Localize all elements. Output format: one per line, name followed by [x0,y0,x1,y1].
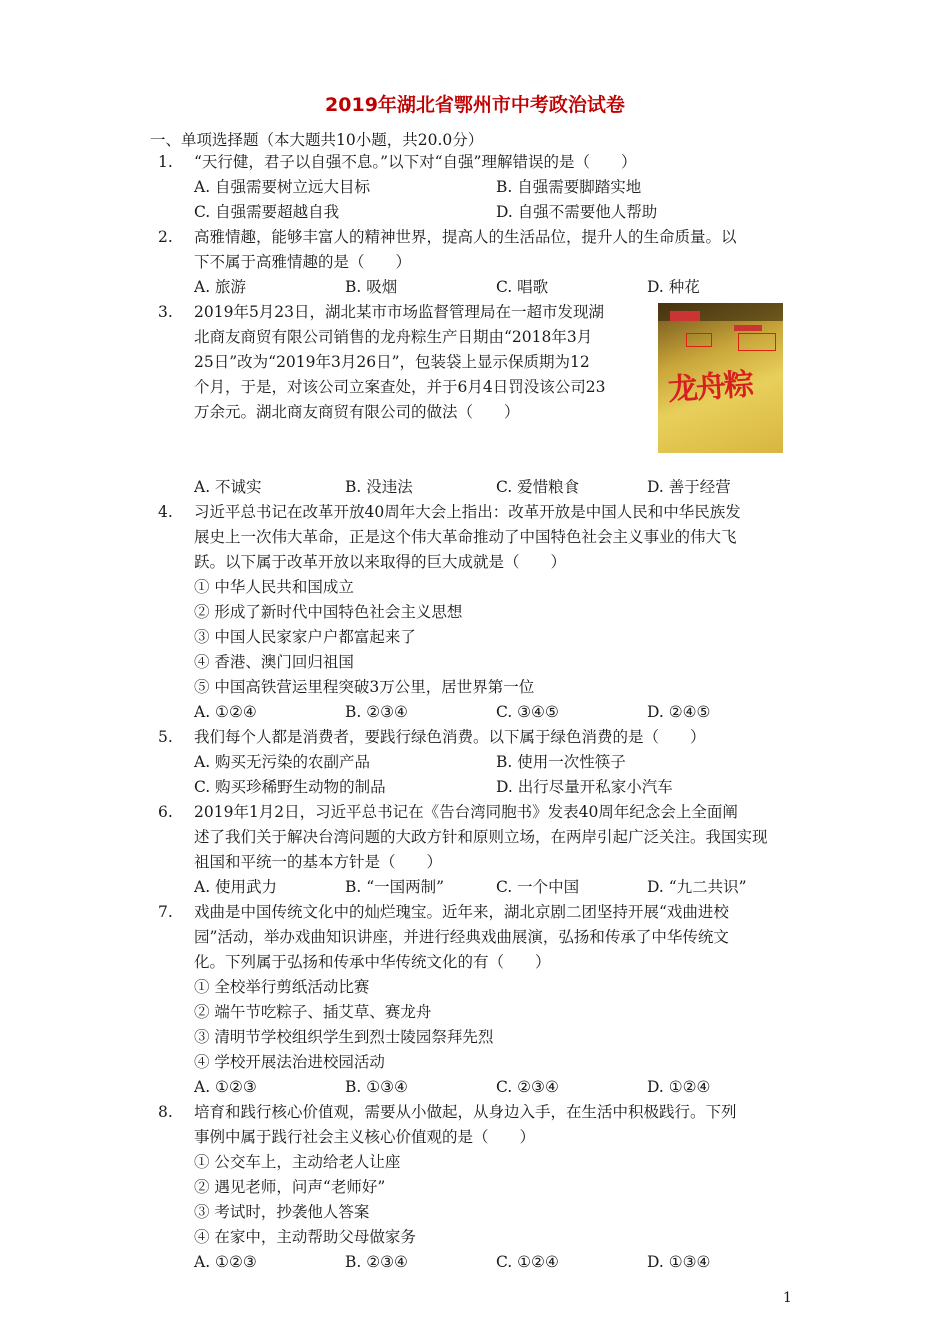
option-c: C. 购买珍稀野生动物的制品 [194,778,386,796]
option-b: B. 使用一次性筷子 [496,753,626,771]
option-d: D. “九二共识” [647,878,747,896]
question-list [158,150,798,1275]
option-b: B. 自强需要脚踏实地 [496,178,642,196]
option-c: C. ③④⑤ [496,703,559,721]
question-stem: 培育和践行核心价值观，需要从小做起，从身边入手，在生活中积极践行。下列 [194,1103,737,1121]
option-row [194,175,798,200]
option-d: D. ①③④ [647,1253,711,1271]
question-stem: 个月，于是，对该公司立案查处，并于6月4日罚没该公司23 [194,378,606,396]
option-b: B. ②③④ [345,703,408,721]
package-brand-text: 龙舟粽 [666,367,754,408]
option-a: A. ①②③ [194,1078,257,1096]
question-stem: 跃。以下属于改革开放以来取得的巨大成就是（ ） [194,553,567,571]
question-stem: 北商友商贸有限公司销售的龙舟粽生产日期由“2018年3月 [194,328,593,346]
statement-item: ③ 考试时，抄袭他人答案 [194,1203,370,1221]
option-b: B. 没违法 [345,478,413,496]
option-c: C. 唱歌 [496,278,549,296]
statement-item: ④ 香港、澳门回归祖国 [194,653,354,671]
question-stem: 习近平总书记在改革开放40周年大会上指出：改革开放是中国人民和中华民族发 [194,503,741,521]
question-stem: 2019年1月2日，习近平总书记在《告台湾同胞书》发表40周年纪念会上全面阐 [194,803,738,821]
statement-item: ② 端午节吃粽子、插艾草、赛龙舟 [194,1003,432,1021]
page-title: 2019年湖北省鄂州市中考政治试卷 [325,94,625,116]
statement-item: ① 全校举行剪纸活动比赛 [194,978,370,996]
option-a: A. ①②④ [194,703,257,721]
question-stem: “天行健，君子以自强不息。”以下对“自强”理解错误的是（ ） [194,153,637,171]
question-stem: 2019年5月23日，湖北某市市场监督管理局在一超市发现湖 [194,303,605,321]
option-c: C. ①②④ [496,1253,559,1271]
question-stem: 我们每个人都是消费者，要践行绿色消费。以下属于绿色消费的是（ ） [194,728,706,746]
option-row [194,775,798,800]
option-d: D. ①②④ [647,1078,711,1096]
question-number: 6. [158,803,173,821]
question-stem: 万余元。湖北商友商贸有限公司的做法（ ） [194,403,520,421]
question-number: 5. [158,728,173,746]
statement-item: ② 遇见老师，问声“老师好” [194,1178,386,1196]
option-c: C. 一个中国 [496,878,580,896]
option-b: B. 吸烟 [345,278,398,296]
page-number: 1 [783,1290,792,1306]
question-number: 3. [158,303,173,321]
statement-item: ① 中华人民共和国成立 [194,578,354,596]
option-a: A. 旅游 [194,278,247,296]
question-3 [158,300,798,500]
statement-item: ④ 学校开展法治进校园活动 [194,1053,385,1071]
option-row [194,200,798,225]
option-a: A. ①②③ [194,1253,257,1271]
question-8 [158,1100,798,1275]
option-a: A. 自强需要树立远大目标 [194,178,371,196]
option-row [194,275,798,300]
statement-item: ③ 清明节学校组织学生到烈士陵园祭拜先烈 [194,1028,494,1046]
question-stem: 化。下列属于弘扬和传承中华传统文化的有（ ） [194,953,551,971]
question-stem: 祖国和平统一的基本方针是（ ） [194,853,443,871]
zongzi-package-photo [658,303,783,453]
option-b: B. ①③④ [345,1078,408,1096]
question-number: 8. [158,1103,173,1121]
statement-item: ⑤ 中国高铁营运里程突破3万公里，居世界第一位 [194,678,535,696]
question-stem: 下不属于高雅情趣的是（ ） [194,253,412,271]
option-row [194,1075,798,1100]
option-d: D. ②④⑤ [647,703,711,721]
option-row [194,475,798,500]
question-number: 1. [158,153,173,171]
question-stem: 事例中属于践行社会主义核心价值观的是（ ） [194,1128,536,1146]
option-a: A. 购买无污染的农副产品 [194,753,371,771]
question-stem: 述了我们关于解决台湾问题的大政方针和原则立场，在两岸引起广泛关注。我国实现 [194,828,768,846]
question-stem: 高雅情趣，能够丰富人的精神世界，提高人的生活品位，提升人的生命质量。以 [194,228,737,246]
option-c: C. 爱惜粮食 [496,478,580,496]
question-number: 2. [158,228,173,246]
option-a: A. 不诚实 [194,478,262,496]
option-row [194,700,798,725]
question-stem: 园”活动，举办戏曲知识讲座，并进行经典戏曲展演，弘扬和传承了中华传统文 [194,928,729,946]
question-stem: 25日”改为“2019年3月26日”，包装袋上显示保质期为12 [194,353,590,371]
option-c: C. 自强需要超越自我 [194,203,340,221]
statement-item: ③ 中国人民家家户户都富起来了 [194,628,416,646]
question-number: 7. [158,903,173,921]
option-b: B. “一国两制” [345,878,445,896]
option-row [194,750,798,775]
statement-item: ④ 在家中，主动帮助父母做家务 [194,1228,416,1246]
section-header: 一、单项选择题（本大题共10小题，共20.0分） [150,131,484,149]
question-7 [158,900,798,1100]
highlight-box [686,333,712,347]
question-4 [158,500,798,725]
statement-item: ② 形成了新时代中国特色社会主义思想 [194,603,463,621]
question-2 [158,225,798,300]
question-number: 4. [158,503,173,521]
option-b: B. ②③④ [345,1253,408,1271]
option-d: D. 出行尽量开私家小汽车 [496,778,673,796]
question-5 [158,725,798,800]
option-d: D. 自强不需要他人帮助 [496,203,658,221]
statement-item: ① 公交车上，主动给老人让座 [194,1153,401,1171]
option-d: D. 种花 [647,278,700,296]
question-stem: 戏曲是中国传统文化中的灿烂瑰宝。近年来，湖北京剧二团坚持开展“戏曲进校 [194,903,729,921]
question-1 [158,150,798,225]
option-a: A. 使用武力 [194,878,278,896]
question-6 [158,800,798,900]
question-stem: 展史上一次伟大革命，正是这个伟大革命推动了中国特色社会主义事业的伟大飞 [194,528,737,546]
option-row [194,875,798,900]
option-row [194,1250,798,1275]
highlight-box [738,333,776,351]
option-c: C. ②③④ [496,1078,559,1096]
option-d: D. 善于经营 [647,478,731,496]
